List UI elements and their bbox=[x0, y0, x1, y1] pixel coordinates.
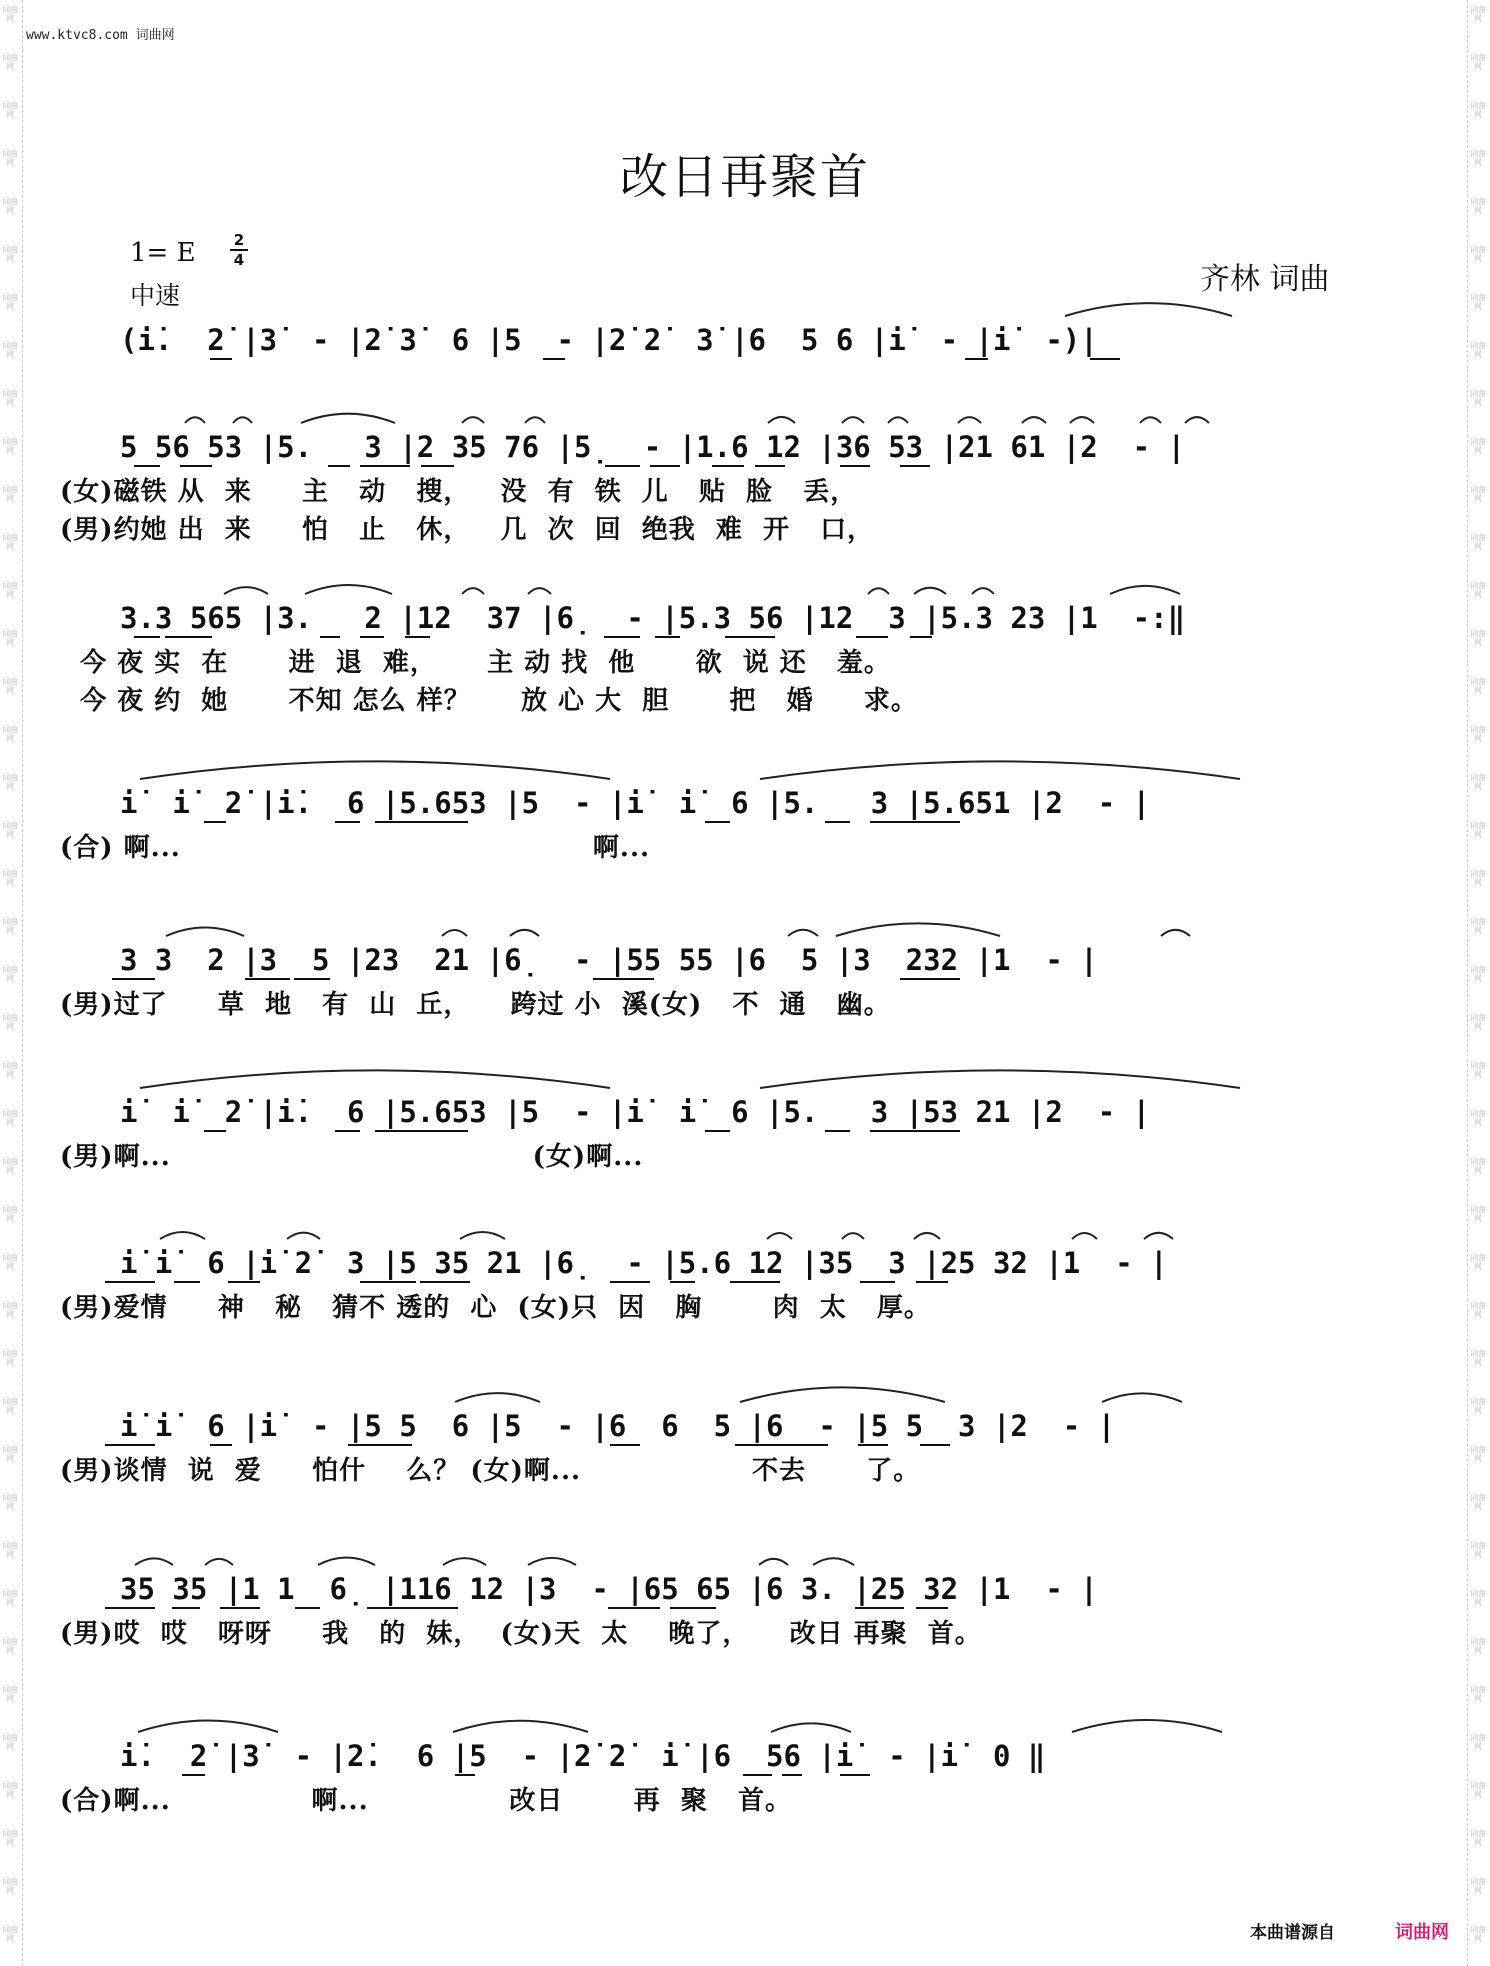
side-watermark-text: 词曲网 bbox=[1470, 1925, 1486, 1943]
side-watermark-text: 词曲网 bbox=[1470, 1493, 1486, 1511]
side-watermark-text: 词曲网 bbox=[1470, 1637, 1486, 1655]
underline-layer bbox=[120, 636, 1380, 642]
side-watermark-text: 词曲网 bbox=[2, 1157, 18, 1175]
side-watermark-text: 词曲网 bbox=[1470, 1109, 1486, 1127]
duration-underline bbox=[210, 358, 232, 360]
side-watermark-text: 词曲网 bbox=[2, 245, 18, 263]
duration-underline bbox=[360, 465, 410, 467]
duration-underline bbox=[593, 978, 654, 980]
duration-underline bbox=[870, 1130, 960, 1132]
duration-underline bbox=[610, 1444, 640, 1446]
side-watermark-text: 词曲网 bbox=[1470, 293, 1486, 311]
side-watermark-text: 词曲网 bbox=[2, 1397, 18, 1415]
duration-underline bbox=[1090, 358, 1120, 360]
duration-underline bbox=[295, 1607, 320, 1609]
duration-underline bbox=[134, 465, 160, 467]
lyric-line: (男)爱情 神 秘 猜不 透的 心 (女)只 因 胸 肉 太 厚。 bbox=[60, 1293, 931, 1323]
side-watermark-text: 词曲网 bbox=[2, 629, 18, 647]
slur-mark bbox=[305, 585, 392, 594]
duration-underline bbox=[730, 1281, 780, 1283]
side-watermark-text: 词曲网 bbox=[2, 677, 18, 695]
duration-underline bbox=[825, 1130, 850, 1132]
side-watermark-text: 词曲网 bbox=[2, 773, 18, 791]
side-watermark-text: 词曲网 bbox=[2, 869, 18, 887]
side-watermark-text: 词曲网 bbox=[1470, 1685, 1486, 1703]
side-watermark-text: 词曲网 bbox=[1470, 1445, 1486, 1463]
duration-underline bbox=[405, 636, 430, 638]
notation-line: 5 56 53 |5. 3 |2 35 76 |5̣ - |1.6 12 |36 53 |21 61 |2 - | bbox=[120, 430, 1186, 464]
notation-line: 35 35 |1 1 6̣ |116 12 |3 - |65 65 |6 3. |25 32 |1 - | bbox=[120, 1572, 1098, 1606]
side-watermark-text: 词曲网 bbox=[1470, 581, 1486, 599]
duration-underline bbox=[900, 978, 960, 980]
side-watermark-text: 词曲网 bbox=[2, 1637, 18, 1655]
score-row bbox=[0, 425, 1490, 585]
lyric-line: 今 夜 实 在 进 退 难， 主 动 找 他 欲 说 还 羞。 bbox=[60, 648, 891, 678]
duration-underline bbox=[860, 1281, 895, 1283]
duration-underline bbox=[180, 465, 212, 467]
side-watermark-text: 词曲网 bbox=[2, 725, 18, 743]
underline-layer bbox=[120, 358, 1380, 364]
side-watermark-text: 词曲网 bbox=[2, 1301, 18, 1319]
time-signature-bottom: 4 bbox=[233, 251, 245, 269]
duration-underline bbox=[204, 821, 226, 823]
duration-underline bbox=[605, 465, 640, 467]
side-watermark-text: 词曲网 bbox=[2, 1541, 18, 1559]
side-watermark-text: 词曲网 bbox=[2, 149, 18, 167]
duration-underline bbox=[348, 1444, 412, 1446]
duration-underline bbox=[705, 1130, 730, 1132]
duration-underline bbox=[174, 1281, 200, 1283]
duration-underline bbox=[182, 1774, 205, 1776]
duration-underline bbox=[856, 636, 888, 638]
duration-underline bbox=[335, 1130, 360, 1132]
side-watermark-text: 词曲网 bbox=[1470, 1349, 1486, 1367]
side-watermark-text: 词曲网 bbox=[2, 5, 18, 23]
notation-line: i̇ i̇ 2̇ |i̇. 6 |5.653 |5 - |i̇ i̇ 6 |5. 3 |53 21 |2 - | bbox=[120, 1095, 1151, 1129]
notation-line: i̇. 2̇ |3̇ - |2̇. 6 |5 - |2̇ 2̇ i̇ |6 56 |i̇ - |i̇ 0 ‖ bbox=[120, 1739, 1046, 1773]
lyric-line: (男)过了 草 地 有 山 丘， 跨过 小 溪(女) 不 通 幽。 bbox=[60, 990, 891, 1020]
side-watermark-text: 词曲网 bbox=[2, 293, 18, 311]
duration-underline bbox=[900, 465, 930, 467]
slur-mark bbox=[140, 761, 610, 779]
side-watermark-text: 词曲网 bbox=[1470, 773, 1486, 791]
duration-underline bbox=[655, 636, 680, 638]
side-watermark-text: 词曲网 bbox=[2, 1109, 18, 1127]
lyric-line: (男)约她 出 来 怕 止 休， 几 次 回 绝我 难 开 口， bbox=[60, 515, 875, 545]
slur-mark bbox=[760, 761, 1240, 779]
side-watermark-text: 词曲网 bbox=[2, 1349, 18, 1367]
duration-underline bbox=[825, 821, 850, 823]
duration-underline bbox=[375, 821, 468, 823]
slur-mark bbox=[914, 588, 946, 594]
slur-mark bbox=[224, 587, 268, 594]
duration-underline bbox=[245, 978, 290, 980]
notation-line: i̇ i̇ 6 |i̇ 2̇ 3 |5 35 21 |6̣ - |5.6 12 |35 3 |25 32 |1 - | bbox=[120, 1246, 1168, 1280]
side-watermark-text: 词曲网 bbox=[1470, 677, 1486, 695]
side-watermark-text: 词曲网 bbox=[1470, 1061, 1486, 1079]
lyric-line: (男)谈情 说 爱 怕什 么？ (女)啊... 不去 了。 bbox=[60, 1456, 921, 1486]
slur-mark bbox=[868, 588, 889, 594]
lyric-line: (女)磁铁 从 来 主 动 搜， 没 有 铁 儿 贴 脸 丢， bbox=[60, 477, 858, 507]
duration-underline bbox=[610, 1281, 650, 1283]
duration-underline bbox=[420, 1281, 470, 1283]
side-watermark-text: 词曲网 bbox=[1470, 437, 1486, 455]
duration-underline bbox=[543, 358, 565, 360]
duration-underline bbox=[105, 1444, 155, 1446]
side-watermark-text: 词曲网 bbox=[1470, 629, 1486, 647]
side-watermark-text: 词曲网 bbox=[2, 53, 18, 71]
side-watermark-text: 词曲网 bbox=[2, 581, 18, 599]
underline-layer bbox=[120, 1607, 1380, 1613]
side-watermark-text: 词曲网 bbox=[2, 1493, 18, 1511]
side-watermark-text: 词曲网 bbox=[1470, 1589, 1486, 1607]
side-watermark-text: 词曲网 bbox=[1470, 149, 1486, 167]
duration-underline bbox=[375, 1130, 468, 1132]
duration-underline bbox=[725, 636, 775, 638]
side-watermark-text: 词曲网 bbox=[2, 1013, 18, 1031]
side-watermark-text: 词曲网 bbox=[1470, 725, 1486, 743]
duration-underline bbox=[604, 636, 640, 638]
side-watermark-text: 词曲网 bbox=[1470, 485, 1486, 503]
duration-underline bbox=[172, 1607, 200, 1609]
side-watermark-text: 词曲网 bbox=[1470, 1829, 1486, 1847]
duration-underline bbox=[916, 1281, 948, 1283]
duration-underline bbox=[735, 1444, 828, 1446]
lyric-line: (合) 啊... 啊... bbox=[60, 833, 651, 863]
duration-underline bbox=[840, 465, 870, 467]
notation-line: i̇ i̇ 6 |i̇ - |5 5 6 |5 - |6 6 5 |6 - |5 5 3 |2 - | bbox=[120, 1409, 1116, 1443]
duration-underline bbox=[870, 821, 960, 823]
side-watermark-text: 词曲网 bbox=[1470, 533, 1486, 551]
duration-underline bbox=[367, 1607, 458, 1609]
duration-underline bbox=[743, 1774, 772, 1776]
side-watermark-text: 词曲网 bbox=[2, 821, 18, 839]
side-watermark-text: 词曲网 bbox=[2, 1829, 18, 1847]
side-watermark-text: 词曲网 bbox=[1470, 965, 1486, 983]
side-watermark-text: 词曲网 bbox=[1470, 389, 1486, 407]
side-watermark-text: 词曲网 bbox=[2, 341, 18, 359]
duration-underline bbox=[910, 636, 932, 638]
duration-underline bbox=[855, 1607, 904, 1609]
slur-mark bbox=[462, 588, 484, 594]
side-watermark-text: 词曲网 bbox=[1470, 1301, 1486, 1319]
side-watermark-text: 词曲网 bbox=[1470, 1253, 1486, 1271]
duration-underline bbox=[712, 465, 744, 467]
duration-underline bbox=[670, 1281, 695, 1283]
lyric-line: (合)啊... 啊... 改日 再 聚 首。 bbox=[60, 1786, 792, 1816]
side-watermark-text: 词曲网 bbox=[1470, 53, 1486, 71]
side-watermark-text: 词曲网 bbox=[2, 437, 18, 455]
side-watermark-text: 词曲网 bbox=[1470, 245, 1486, 263]
score-row bbox=[0, 1734, 1490, 1894]
duration-underline bbox=[670, 1607, 716, 1609]
time-signature bbox=[228, 232, 250, 268]
notation-line: 3.3 565 |3. 2 |12 37 |6̣ - |5.3 56 |12 3 |5.3 23 |1 -:‖ bbox=[120, 601, 1186, 635]
side-watermark-text: 词曲网 bbox=[1470, 341, 1486, 359]
side-watermark-text: 词曲网 bbox=[2, 1445, 18, 1463]
side-watermark-text: 词曲网 bbox=[1470, 1157, 1486, 1175]
underline-layer bbox=[120, 1281, 1380, 1287]
side-watermark-text: 词曲网 bbox=[2, 1589, 18, 1607]
duration-underline bbox=[755, 465, 785, 467]
score-row bbox=[0, 1090, 1490, 1250]
side-watermark-text: 词曲网 bbox=[2, 965, 18, 983]
underline-layer bbox=[120, 1130, 1380, 1136]
duration-underline bbox=[134, 636, 160, 638]
side-watermark-text: 词曲网 bbox=[1470, 1877, 1486, 1895]
duration-underline bbox=[920, 1444, 950, 1446]
duration-underline bbox=[705, 821, 730, 823]
key-signature: 1= E bbox=[130, 238, 196, 268]
underline-layer bbox=[120, 978, 1380, 984]
score-row bbox=[0, 781, 1490, 941]
duration-underline bbox=[105, 1281, 155, 1283]
time-signature-top: 2 bbox=[233, 231, 245, 249]
duration-underline bbox=[360, 636, 384, 638]
duration-underline bbox=[650, 465, 680, 467]
tempo-marking: 中速 bbox=[130, 281, 181, 310]
duration-underline bbox=[210, 1444, 232, 1446]
duration-underline bbox=[294, 978, 330, 980]
score-row bbox=[0, 938, 1490, 1098]
lyric-line: (男)啊... (女)啊... bbox=[60, 1142, 644, 1172]
side-watermark-text: 词曲网 bbox=[1470, 869, 1486, 887]
song-title: 改日再聚首 bbox=[619, 149, 870, 205]
side-watermark-text: 词曲网 bbox=[2, 917, 18, 935]
slur-mark bbox=[528, 588, 551, 594]
slur-mark bbox=[1110, 586, 1180, 594]
duration-underline bbox=[455, 1774, 475, 1776]
duration-underline bbox=[328, 465, 350, 467]
side-watermark-text: 词曲网 bbox=[1470, 1397, 1486, 1415]
side-watermark-text: 词曲网 bbox=[2, 389, 18, 407]
side-watermark-text: 词曲网 bbox=[1470, 1013, 1486, 1031]
side-watermark-text: 词曲网 bbox=[2, 1781, 18, 1799]
notation-line: i̇ i̇ 2̇ |i̇. 6 |5.653 |5 - |i̇ i̇ 6 |5. 3 |5.651 |2 - | bbox=[120, 786, 1151, 820]
slur-mark bbox=[972, 588, 994, 594]
side-watermark-text: 词曲网 bbox=[1470, 5, 1486, 23]
side-watermark-text: 词曲网 bbox=[1470, 1781, 1486, 1799]
duration-underline bbox=[228, 1281, 260, 1283]
underline-layer bbox=[120, 821, 1380, 827]
side-watermark-text: 词曲网 bbox=[2, 1733, 18, 1751]
side-watermark-text: 词曲网 bbox=[2, 197, 18, 215]
duration-underline bbox=[105, 1607, 155, 1609]
side-watermark-text: 词曲网 bbox=[2, 1685, 18, 1703]
side-watermark-text: 词曲网 bbox=[2, 101, 18, 119]
lyric-line: (男)哎 哎 呀呀 我 的 妹， (女)天 太 晚了， 改日 再聚 首。 bbox=[60, 1619, 982, 1649]
song-author: 齐林 词曲 bbox=[1200, 262, 1330, 297]
side-watermark-text: 词曲网 bbox=[1470, 821, 1486, 839]
side-watermark-text: 词曲网 bbox=[1470, 101, 1486, 119]
side-watermark-text: 词曲网 bbox=[1470, 917, 1486, 935]
duration-underline bbox=[608, 1607, 660, 1609]
score-row bbox=[0, 1567, 1490, 1727]
side-watermark-text: 词曲网 bbox=[2, 485, 18, 503]
duration-underline bbox=[360, 1281, 416, 1283]
site-url[interactable]: www.ktvc8.com 词曲网 bbox=[26, 28, 175, 43]
duration-underline bbox=[858, 1444, 888, 1446]
slur-mark bbox=[1065, 303, 1232, 316]
side-watermark-text: 词曲网 bbox=[1470, 1733, 1486, 1751]
duration-underline bbox=[204, 1130, 226, 1132]
lyric-line: 今 夜 约 她 不知 怎么 样？ 放 心 大 胆 把 婚 求。 bbox=[60, 686, 918, 716]
duration-underline bbox=[916, 1607, 948, 1609]
score-row bbox=[0, 596, 1490, 756]
footer-source-label: 本曲谱源自 bbox=[1250, 1923, 1335, 1943]
side-watermark-text: 词曲网 bbox=[1470, 1205, 1486, 1223]
side-watermark-text: 词曲网 bbox=[2, 1061, 18, 1079]
duration-underline bbox=[320, 636, 340, 638]
side-watermark-text: 词曲网 bbox=[2, 1877, 18, 1895]
duration-underline bbox=[165, 636, 212, 638]
duration-underline bbox=[112, 978, 155, 980]
score-row bbox=[0, 1241, 1490, 1401]
side-watermark-text: 词曲网 bbox=[2, 1253, 18, 1271]
side-watermark-text: 词曲网 bbox=[2, 1205, 18, 1223]
duration-underline bbox=[840, 1774, 870, 1776]
duration-underline bbox=[782, 1774, 802, 1776]
side-watermark-text: 词曲网 bbox=[1470, 197, 1486, 215]
side-watermark-text: 词曲网 bbox=[2, 533, 18, 551]
duration-underline bbox=[220, 1607, 260, 1609]
notation-line: (i̇. 2̇ |3̇ - |2̇ 3̇ 6 |5 - |2̇ 2̇ 3̇ |6 5 6 |i̇ - |i̇ -)| bbox=[120, 323, 1098, 357]
footer-site-link[interactable]: 词曲网 bbox=[1395, 1922, 1449, 1943]
underline-layer bbox=[120, 465, 1380, 471]
underline-layer bbox=[120, 1774, 1380, 1780]
notation-line: 3 3 2 |3 5 |23 21 |6̣ - |55 55 |6 5 |3 232 |1 - | bbox=[120, 943, 1098, 977]
duration-underline bbox=[421, 465, 454, 467]
side-watermark-text: 词曲网 bbox=[2, 1925, 18, 1943]
duration-underline bbox=[965, 358, 988, 360]
score-row bbox=[0, 1404, 1490, 1564]
underline-layer bbox=[120, 1444, 1380, 1450]
duration-underline bbox=[335, 821, 360, 823]
side-watermark-text: 词曲网 bbox=[1470, 1541, 1486, 1559]
